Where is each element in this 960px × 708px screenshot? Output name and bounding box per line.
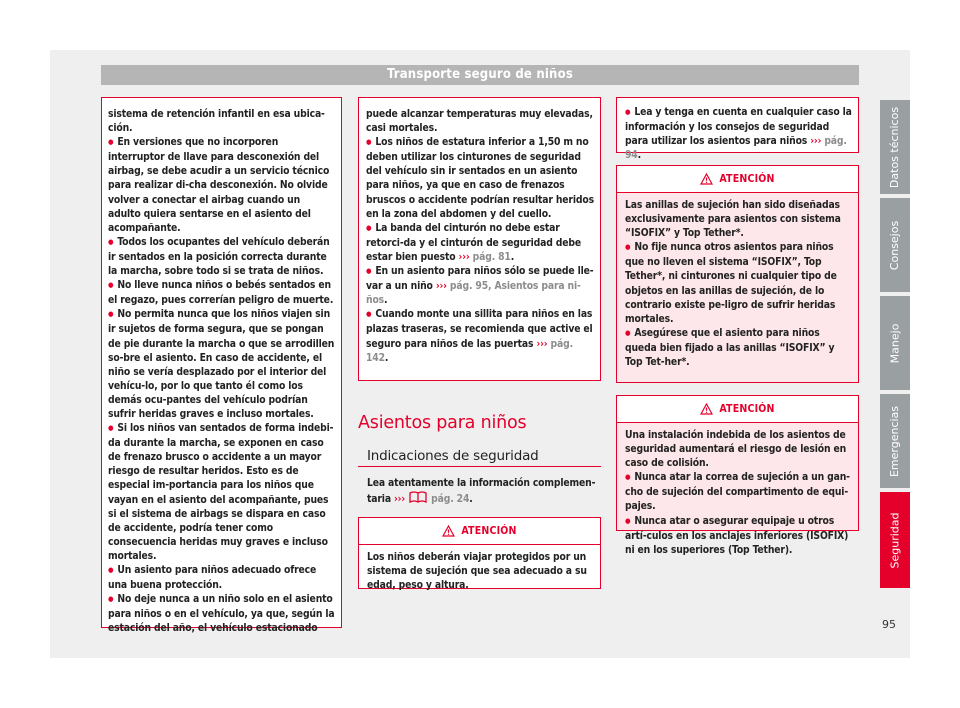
reference-text: pág. 142 xyxy=(366,337,573,364)
warning-header xyxy=(617,166,858,193)
warning-triangle-icon xyxy=(700,173,713,185)
reference-arrow-icon: ››› xyxy=(458,250,470,263)
bullet-item: ● Cuando monte una sillita para niños en las plazas traseras, se recomienda que active el seguro para niños de las puertas ››› pág. 142. xyxy=(366,307,594,364)
tab-label: Consejos xyxy=(888,220,902,270)
book-icon xyxy=(408,490,428,504)
bullet-text: Cuando monte una sillita para niños en las plazas traseras, se recomienda que active el seguro para niños de las puertas xyxy=(366,308,593,350)
reference-text: pág. 24 xyxy=(431,493,470,506)
paragraph: Una instalación indebida de los asientos de seguridad aumentará el riesgo de lesión en caso de colisión. xyxy=(625,429,847,470)
tab-label: Datos técnicos xyxy=(888,106,902,188)
bullet-text: Lea y tenga en cuenta en cualquier caso la información y los consejos de seguridad para utilizar los asientos para niños xyxy=(625,106,852,148)
bullet-item: ● No deje nunca a un niño solo en el asiento para niños o en el vehículo, ya que, según la estación del año, el vehículo estacionado xyxy=(108,592,335,635)
warning-box xyxy=(616,395,859,556)
bullet-item: ● No fije nunca otros asientos para niños que no lleven el sistema “ISOFIX”, Top Tether*, ni cinturones ni cualquier tipo de objetos en las anillas de sujeción, de lo contrario existe pe-ligro de sufrir heridas mortales. xyxy=(625,240,852,326)
reference-arrow-icon: ››› xyxy=(394,493,405,506)
warning-body xyxy=(617,423,858,557)
reference-text: pág. 81 xyxy=(472,250,511,263)
bullet-item: ● No lleve nunca niños o bebés sentados en el regazo, pues correrían peligro de muerte. xyxy=(108,278,335,307)
warning-title: ATENCIÓN xyxy=(719,403,775,415)
bullet-item: ● En un asiento para niños sólo se puede lle-var a un niño ››› pág. 95, Asientos para ni-ños. xyxy=(366,264,594,307)
section-subtitle: Indicaciones de seguridad xyxy=(367,448,539,464)
bullet-item: ● Nunca atar la correa de sujeción a un gan-cho de sujeción del compartimento de equi-pajes. xyxy=(625,470,852,513)
page-header: Transporte seguro de niños xyxy=(101,65,859,85)
warning-header xyxy=(617,396,858,423)
section-title: Asientos para niños xyxy=(358,413,527,433)
warning-box xyxy=(358,517,601,592)
bullet-item: ● Lea y tenga en cuenta en cualquier caso la información y los consejos de seguridad para utilizar los asientos para niños ››› pág. 94. xyxy=(625,105,852,162)
reference-arrow-icon: ››› xyxy=(435,280,447,293)
tab-emergencias[interactable] xyxy=(880,394,910,488)
tab-label: Seguridad xyxy=(888,512,902,568)
paragraph: puede alcanzar temperaturas muy elevadas, casi mortales. xyxy=(366,108,593,135)
bullet-item: ● Un asiento para niños adecuado ofrece una buena protección. xyxy=(108,563,335,592)
warning-triangle-icon xyxy=(700,403,713,415)
warning-body xyxy=(617,193,858,369)
bullet-item: ● Si los niños van sentados de forma indebi-da durante la marcha, se exponen en caso de frenazo brusco o accidente a un mayor riesgo de resultar heridos. Esto es de especial im-portancia para los niños que vayan en el asiento del acompañante, pues si el sistema de airbags se dispara en caso de accidente, podría tener como consecuencia heridas muy graves e incluso mortales. xyxy=(108,421,335,563)
page-reference-link[interactable] xyxy=(459,251,511,263)
paragraph: sistema de retención infantil en esa ubica-ción. xyxy=(108,108,325,135)
paragraph: Los niños deberán viajar protegidos por un sistema de sujeción que sea adecuado a su edad, peso y altura. xyxy=(367,551,587,592)
warning-header xyxy=(359,518,600,545)
bullet-item: ● La banda del cinturón no debe estar retorci-da y el cinturón de seguridad debe estar bien puesto ››› pág. 81. xyxy=(366,221,594,264)
bullet-item: ● En versiones que no incorporen interruptor de llave para desconexión del airbag, se debe acudir a un servicio técnico para realizar di-cha desconexión. No olvide volver a conectar el airbag cuando un adulto quiera sentarse en el asiento del acompañante. xyxy=(108,135,335,235)
bullet-item: ● Nunca atar o asegurar equipaje u otros artí-culos en los anclajes inferiores (ISOFIX) ni en los superiores (Top Tether). xyxy=(625,514,852,557)
column-1 xyxy=(101,97,342,635)
tab-seguridad[interactable] xyxy=(880,492,910,588)
bullet-item: ● Todos los ocupantes del vehículo deberán ir sentados en la posición correcta durante la marcha, sobre todo si se trata de niños. xyxy=(108,235,335,278)
tab-manejo[interactable] xyxy=(880,296,910,390)
paragraph: Las anillas de sujeción han sido diseñadas exclusivamente para asientos con sistema “ISOFIX” y Top Tether*. xyxy=(625,199,841,240)
tab-datos-tecnicos[interactable] xyxy=(880,100,910,194)
warning-body xyxy=(359,545,600,592)
warning-box xyxy=(616,165,859,383)
bullet-item: ● Los niños de estatura inferior a 1,50 m no deben utilizar los cinturones de seguridad del vehículo sin ir sentados en un asiento para niños, ya que en caso de frenazos bruscos o accidente podrían resultar heridos en la zona del abdomen y del cuello. xyxy=(366,135,594,221)
tab-label: Manejo xyxy=(888,323,902,363)
section-divider xyxy=(358,466,601,467)
intro-paragraph: Lea atentamente la información complemen-taria ››› pág. 24. xyxy=(367,477,596,506)
bullet-text: En un asiento para niños sólo se puede lle-var a un niño xyxy=(366,265,594,293)
column-3 xyxy=(616,97,859,162)
warning-title: ATENCIÓN xyxy=(719,173,775,185)
bullet-item: ● Asegúrese que el asiento para niños queda bien fijado a las anillas “ISOFIX” y Top Tet-her*. xyxy=(625,326,852,369)
tab-consejos[interactable] xyxy=(880,198,910,292)
page-number: 95 xyxy=(882,618,896,631)
reference-arrow-icon: ››› xyxy=(810,135,822,148)
reference-text: pág. 95, Asientos para ni-ños xyxy=(366,280,581,307)
page-reference-link[interactable] xyxy=(394,493,469,505)
intro-text: Lea atentamente la información complemen-taria xyxy=(367,477,596,506)
tab-label: Emergencias xyxy=(888,405,902,477)
reference-arrow-icon: ››› xyxy=(536,337,548,350)
bullet-item: ● No permita nunca que los niños viajen sin ir sujetos de forma segura, que se pongan de pie durante la marcha o que se arrodillen so-bre el asiento. En caso de accidente, el niño se vería desplazado por el interior del vehícu-lo, por lo que tanto él como los demás ocu-pantes del vehículo podrían sufrir heridas graves e incluso mortales. xyxy=(108,307,335,421)
column-2 xyxy=(358,97,601,381)
reference-text: pág. 94 xyxy=(625,135,847,162)
warning-title: ATENCIÓN xyxy=(461,525,517,537)
warning-triangle-icon xyxy=(442,525,455,537)
bullet-text: La banda del cinturón no debe estar retorci-da y el cinturón de seguridad debe estar bien puesto xyxy=(366,221,581,263)
